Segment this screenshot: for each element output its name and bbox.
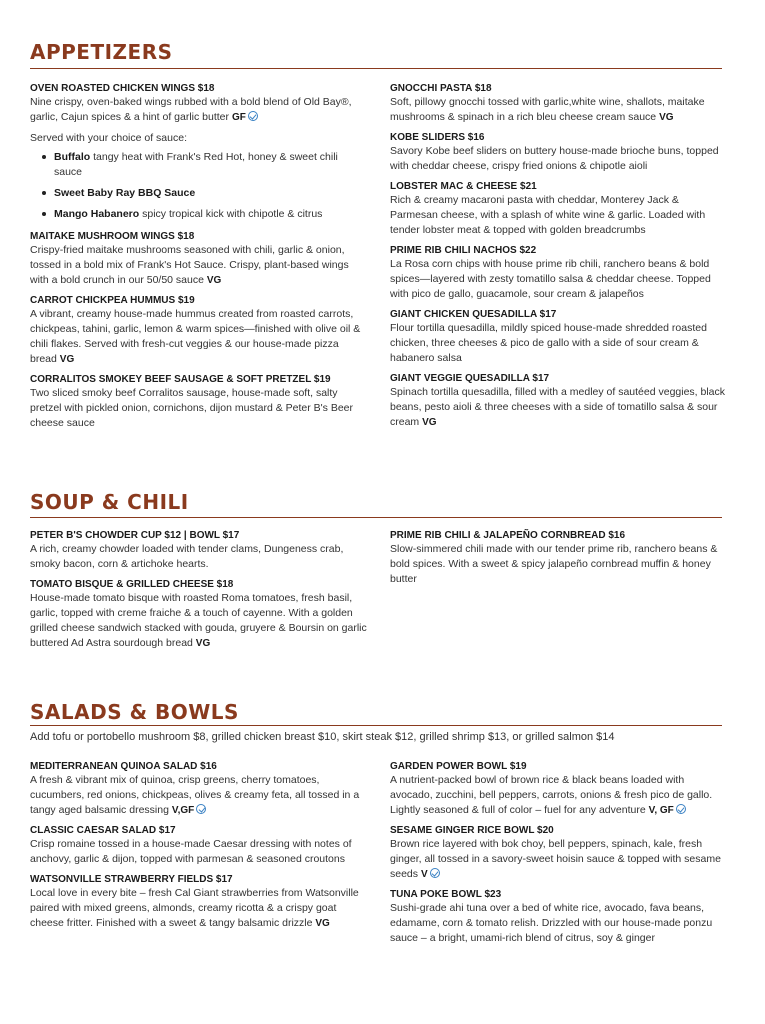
dietary-tag: V: [420, 869, 428, 880]
menu-item-description: [390, 144, 728, 174]
menu-item-description-text: La Rosa corn chips with house prime rib chili, ranchero beans & bold spices—layered with zesty tomatillo salsa & cheddar cheese. Topped with pico de gallo, guacamole, sour cream & jalapeños: [390, 258, 711, 300]
menu-item-description: [390, 773, 728, 818]
menu-item-description-text: House-made tomato bisque with roasted Roma tomatoes, fresh basil, garlic, topped with creme fraiche & a touch of cayenne. With a golden grilled cheese sandwich stacked with gouda, gruyere & Boursin on garlic buttered Ad Astra sourdough bread: [30, 592, 367, 649]
dietary-tag: V, GF: [648, 805, 674, 816]
menu-item-description-text: Flour tortilla quesadilla, mildly spiced house-made shredded roasted chicken, three cheeses & pico de gallo with a side of sour cream & habanero salsa: [390, 322, 707, 364]
menu-item: [30, 294, 368, 367]
menu-item: [390, 244, 728, 302]
menu-item-name: LOBSTER MAC & CHEESE $21: [390, 181, 537, 192]
menu-item-description-text: Sushi-grade ahi tuna over a bed of white rice, avocado, fava beans, edamame, corn & tomato relish. Drizzled with our house-made ponzu sauce – a bright, umami-rich blend of citrus, soy & ginger: [390, 902, 713, 944]
menu-item-description-text: Rich & creamy macaroni pasta with cheddar, Monterey Jack & Parmesan cheese, with a splash of white wine & garlic. Loaded with tender lobster meat & topped with golden breadcrumbs: [390, 194, 706, 236]
menu-item-name: TOMATO BISQUE & GRILLED CHEESE $18: [30, 579, 234, 590]
menu-item-description: [30, 307, 368, 367]
menu-item: [30, 824, 368, 867]
menu-item-description: [30, 386, 368, 431]
menu-item-description: [30, 591, 368, 651]
salads-right-column: [390, 760, 728, 952]
menu-item: [390, 888, 728, 946]
sauce-name: Buffalo: [54, 151, 91, 163]
dietary-tag: VG: [659, 112, 674, 123]
sauce-item: [40, 207, 368, 222]
sauce-intro: Served with your choice of sauce:: [30, 132, 187, 144]
menu-item: [30, 230, 368, 288]
menu-item-description: [390, 95, 728, 125]
menu-item: [390, 372, 728, 430]
menu-item: [30, 578, 368, 651]
menu-item-description: [390, 542, 728, 587]
section-title-salads: SALADS & BOWLS: [30, 700, 239, 724]
menu-item: [30, 82, 368, 125]
menu-item-description: [30, 773, 368, 818]
sauce-item: [40, 186, 368, 201]
menu-item: [390, 131, 728, 174]
menu-item-description-text: A nutrient-packed bowl of brown rice & black beans loaded with avocado, zucchini, bell peppers, carrots, onions & fresh pico de gallo. Lightly seasoned & full of color – fuel for any adventure: [390, 774, 713, 816]
menu-item-description-text: Crisp romaine tossed in a house-made Caesar dressing with notes of anchovy, garlic & dijon, topped with parmesan & seasoned croutons: [30, 838, 352, 865]
menu-item-description-text: Soft, pillowy gnocchi tossed with garlic,white wine, shallots, maitake mushrooms & spinach in a rich bleu cheese cream sauce: [390, 96, 705, 123]
menu-item-name: CORRALITOS SMOKEY BEEF SAUSAGE & SOFT PRETZEL $19: [30, 374, 331, 385]
menu-item-name: CARROT CHICKPEA HUMMUS $19: [30, 295, 195, 306]
menu-item: [390, 824, 728, 882]
dietary-tag: VG: [315, 918, 330, 929]
sauce-desc: tangy heat with Frank's Red Hot, honey & sweet chili sauce: [54, 151, 338, 178]
appetizers-left-column: [30, 82, 368, 437]
sauce-name: Mango Habanero: [54, 208, 140, 220]
salads-left-column: [30, 760, 368, 937]
menu-item: [30, 529, 368, 572]
menu-item-description-text: Savory Kobe beef sliders on buttery house-made brioche buns, topped with cheddar cheese, crispy fried onions & chipotle aioli: [390, 145, 719, 172]
dietary-tag: VG: [59, 354, 75, 365]
menu-item-name: SESAME GINGER RICE BOWL $20: [390, 825, 554, 836]
menu-item-name: CLASSIC CAESAR SALAD $17: [30, 825, 176, 836]
dietary-tag: VG: [422, 417, 437, 428]
menu-item: [30, 873, 368, 931]
sauce-options: [30, 131, 368, 222]
menu-item-description: [30, 243, 368, 288]
menu-item-description: [30, 886, 368, 931]
appetizers-right-column: [390, 82, 728, 436]
soup-left-column: [30, 529, 368, 657]
sauce-name: Sweet Baby Ray BBQ Sauce: [54, 187, 196, 199]
menu-item-name: GIANT CHICKEN QUESADILLA $17: [390, 309, 557, 320]
menu-item-description: [30, 95, 368, 125]
menu-item-description: [390, 193, 728, 238]
menu-item-description-text: A vibrant, creamy house-made hummus created from roasted carrots, chickpeas, tahini, garlic, lemon & warm spices—finished with olive oil & chili flakes. Served with fresh-cut veggies & our house-made pizza bread: [30, 308, 361, 365]
divider: [30, 517, 722, 518]
dietary-tag: VG: [195, 638, 211, 649]
menu-item: [390, 180, 728, 238]
menu-item-name: KOBE SLIDERS $16: [390, 132, 485, 143]
menu-item-name: PRIME RIB CHILI NACHOS $22: [390, 245, 537, 256]
menu-item-name: PETER B'S CHOWDER CUP $12 | BOWL $17: [30, 530, 240, 541]
menu-item-description-text: Brown rice layered with bok choy, bell peppers, spinach, kale, fresh ginger, all tossed in a savory-sweet hoisin sauce & topped with sesame seeds: [390, 838, 721, 880]
sauce-list: [40, 150, 368, 222]
menu-item-description-text: Nine crispy, oven-baked wings rubbed with a bold blend of Old Bay®, garlic, Cajun spices & a hint of garlic butter: [30, 96, 352, 123]
menu-item-name: PRIME RIB CHILI & JALAPEÑO CORNBREAD $16: [390, 530, 626, 541]
menu-item: [30, 373, 368, 431]
dietary-tag: V,GF: [171, 805, 195, 816]
dietary-tag: GF: [231, 112, 246, 123]
menu-item-description: [390, 385, 728, 430]
sauce-item: [40, 150, 368, 180]
menu-item-name: GIANT VEGGIE QUESADILLA $17: [390, 373, 550, 384]
check-circle-icon: [248, 111, 258, 121]
addon-note: Add tofu or portobello mushroom $8, grilled chicken breast $10, skirt steak $12, grilled shrimp $13, or grilled salmon $14: [30, 731, 615, 743]
menu-item-description-text: Local love in every bite – fresh Cal Giant strawberries from Watsonville paired with mixed greens, almonds, creamy ricotta & a crispy goat cheese fritter. Finished with a sweet & tangy balsamic drizzle: [30, 887, 359, 929]
menu-item-description-text: A fresh & vibrant mix of quinoa, crisp greens, cherry tomatoes, cucumbers, red onions, chickpeas, olives & creamy feta, all tossed in a tangy aged balsamic dressing: [30, 774, 360, 816]
menu-item-description: [390, 901, 728, 946]
menu-item-description-text: Spinach tortilla quesadilla, filled with a medley of sautéed veggies, black beans, pesto aioli & three cheeses with a side of tomatillo salsa & sour cream: [390, 386, 726, 428]
menu-item-description-text: Slow-simmered chili made with our tender prime rib, ranchero beans & bold spices. With a sweet & spicy jalapeño cornbread muffin & honey butter: [390, 543, 718, 585]
menu-item-description: [390, 837, 728, 882]
menu-item-description: [390, 257, 728, 302]
section-title-soup: SOUP & CHILI: [30, 490, 189, 514]
menu-item: [390, 308, 728, 366]
menu-item-name: GNOCCHI PASTA $18: [390, 83, 492, 94]
sauce-desc: spicy tropical kick with chipotle & citrus: [142, 208, 323, 220]
menu-item-description: [30, 837, 368, 867]
soup-right-column: [390, 529, 728, 593]
menu-item-description: [390, 321, 728, 366]
check-circle-icon: [676, 804, 686, 814]
section-title-appetizers: APPETIZERS: [30, 40, 173, 64]
menu-item-description-text: A rich, creamy chowder loaded with tender clams, Dungeness crab, smoky bacon, corn & artichoke hearts.: [30, 543, 344, 570]
check-circle-icon: [196, 804, 206, 814]
menu-item: [30, 760, 368, 818]
divider: [30, 68, 722, 69]
dietary-tag: VG: [206, 275, 222, 286]
menu-item: [390, 760, 728, 818]
menu-item: [390, 82, 728, 125]
divider: [30, 725, 722, 726]
menu-item-name: TUNA POKE BOWL $23: [390, 889, 502, 900]
menu-item-name: MEDITERRANEAN QUINOA SALAD $16: [30, 761, 217, 772]
menu-item-description-text: Two sliced smoky beef Corralitos sausage, house-made soft, salty pretzel with pickled onion, cornichons, dijon mustard & Peter B's Beer cheese sauce: [30, 387, 353, 429]
menu-item-description-text: Crispy-fried maitake mushrooms seasoned with chili, garlic & onion, tossed in a bold mix of Frank's Hot Sauce. Crispy, plant-based wings with a bold crunch in our 50/50 sauce: [30, 244, 349, 286]
menu-item-name: OVEN ROASTED CHICKEN WINGS $18: [30, 83, 215, 94]
menu-item-name: GARDEN POWER BOWL $19: [390, 761, 527, 772]
check-circle-icon: [430, 868, 440, 878]
menu-item-name: MAITAKE MUSHROOM WINGS $18: [30, 231, 195, 242]
menu-item: [390, 529, 728, 587]
menu-item-description: [30, 542, 368, 572]
menu-item-name: WATSONVILLE STRAWBERRY FIELDS $17: [30, 874, 233, 885]
